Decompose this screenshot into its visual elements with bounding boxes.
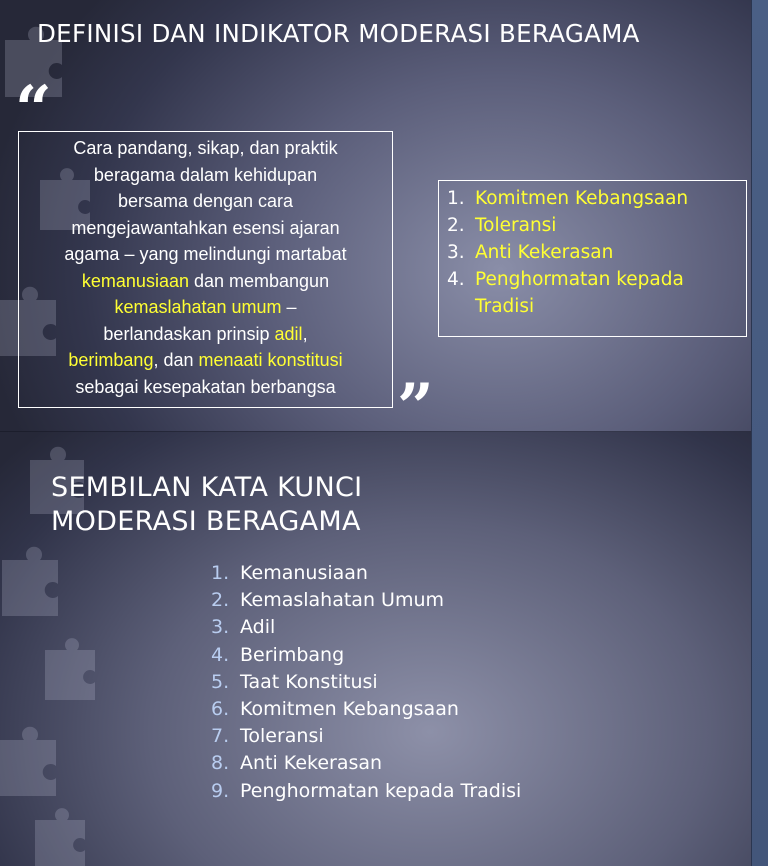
highlight-berimbang: berimbang: [68, 350, 154, 370]
indicator-text: Komitmen Kebangsaan: [475, 188, 689, 209]
keyword-number: 2.: [211, 589, 230, 612]
definition-text: , dan: [153, 350, 199, 370]
highlight-adil: adil: [274, 323, 303, 344]
keyword-item: [211, 669, 521, 696]
keyword-item: [211, 560, 521, 587]
highlight-kemanusiaan: kemanusiaan: [81, 270, 189, 291]
keyword-number: 9.: [211, 779, 230, 802]
definition-text: –: [281, 297, 297, 317]
keyword-number: 3.: [211, 616, 230, 639]
keyword-text: Toleransi: [240, 725, 324, 748]
keyword-text: Kemanusiaan: [240, 562, 368, 584]
close-quote-mark: ”: [397, 370, 434, 445]
definition-text: berlandaskan prinsip: [103, 323, 275, 344]
indicator-number: [447, 293, 475, 320]
keyword-number: 7.: [211, 725, 230, 748]
keyword-item: [211, 723, 521, 750]
keyword-text: Anti Kekerasan: [240, 752, 383, 775]
title-line: MODERASI BERAGAMA: [51, 506, 361, 537]
open-quote-mark: “: [15, 72, 52, 147]
indicator-number: 2.: [447, 215, 465, 236]
indicator-number: 4.: [447, 269, 465, 290]
indicator-item: [447, 266, 740, 293]
keyword-item: [211, 614, 521, 641]
keyword-item: [211, 750, 521, 777]
title-line: SEMBILAN KATA KUNCI: [51, 472, 363, 503]
definition-box: [18, 131, 393, 408]
definition-line: beragama dalam kehidupan: [93, 164, 318, 185]
keyword-number: 4.: [211, 643, 230, 666]
highlight-konstitusi: menaati konstitusi: [198, 350, 343, 370]
definition-line: bersama dengan cara: [117, 191, 294, 211]
keyword-number: 8.: [211, 752, 230, 775]
definition-line: mengejawantahkan esensi ajaran: [71, 217, 340, 238]
keyword-text: Adil: [240, 616, 276, 639]
keyword-number: 6.: [211, 698, 230, 721]
keyword-text: Berimbang: [240, 643, 345, 666]
keyword-text: Komitmen Kebangsaan: [240, 698, 459, 721]
indicator-text: Toleransi: [475, 215, 557, 236]
definition-line: agama – yang melindungi martabat: [64, 244, 347, 264]
keyword-item: [211, 587, 521, 614]
definition-text: ,: [302, 323, 308, 344]
keyword-text: Kemaslahatan Umum: [240, 589, 444, 612]
definition-line: Cara pandang, sikap, dan praktik: [73, 138, 338, 158]
indicator-text: Tradisi: [475, 296, 535, 317]
slide-title-definisi: DEFINISI DAN INDIKATOR MODERASI BERAGAMA: [37, 19, 640, 48]
keyword-item: [211, 642, 521, 669]
keyword-number: 5.: [211, 670, 230, 693]
indicator-item: [447, 212, 740, 239]
keyword-item: [211, 778, 521, 805]
definition-line: [19, 268, 392, 295]
indicator-text: Penghormatan kepada: [475, 269, 684, 290]
indicator-text: Anti Kekerasan: [475, 242, 614, 263]
keyword-item: [211, 696, 521, 723]
keyword-text: Penghormatan kepada Tradisi: [240, 779, 522, 802]
indicator-item: [447, 239, 740, 266]
slide-title-kata-kunci: [51, 471, 362, 539]
indicator-box: [438, 180, 747, 337]
indicator-number: 1.: [447, 188, 465, 209]
indicator-number: 3.: [447, 242, 465, 263]
definition-text: dan membangun: [188, 270, 330, 291]
definition-line: [19, 347, 392, 374]
keyword-text: Taat Konstitusi: [240, 670, 378, 693]
definition-line: [19, 321, 392, 348]
definition-line: [19, 294, 392, 321]
indicator-item: [447, 293, 740, 320]
definition-line: sebagai kesepakatan berbangsa: [75, 376, 336, 397]
keyword-list: [211, 560, 521, 805]
window-edge-strip: [751, 0, 768, 866]
indicator-item: [447, 185, 740, 212]
keyword-number: 1.: [211, 562, 230, 584]
highlight-kemaslahatan: kemaslahatan umum: [114, 297, 282, 317]
